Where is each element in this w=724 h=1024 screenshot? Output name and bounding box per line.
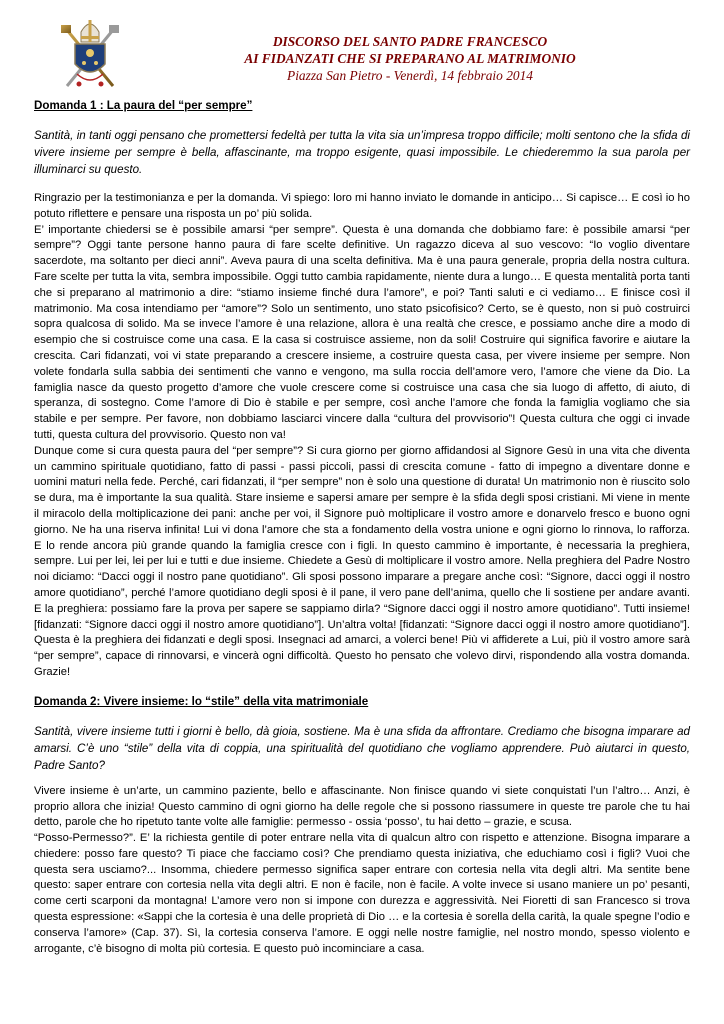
document-header: [190, 33, 630, 84]
section-1-paragraph-2: E’ importante chiedersi se è possibile amarsi “per sempre”. Questa è una domanda che dobbiamo fare: è possibile amarsi “per sempre”? Oggi tante persone hanno paura di fare scelte definitive. Un ragazzo diceva al suo vescovo: “Io voglio diventare sacerdote, ma soltanto per dieci anni”. Aveva paura di una scelta definitiva. Ma è una paura generale, propria della nostra cultura. Fare scelte per tutta la vita, sembra impossibile. Oggi tutto cambia rapidamente, niente dura a lungo… E questa mentalità porta tanti che si preparano al matrimonio a dire: “stiamo insieme finché dura l’amore”, e poi? Tanti saluti e ci vediamo… E finisce così il matrimonio. Ma cosa intendiamo per “amore”? Solo un sentimento, uno stato psicofisico? Certo, se è questo, non si può costruirci sopra qualcosa di solido. Ma se invece l’amore è una relazione, allora è una realtà che cresce, e possiamo anche dire a modo di esempio che si costruisce come una casa. E la casa si costruisce assieme, non da soli! Costruire qui significa favorire e aiutare la crescita. Cari fidanzati, voi vi state preparando a crescere insieme, a costruire questa casa, per vivere insieme per sempre. Non volete fondarla sulla sabbia dei sentimenti che vanno e vengono, ma sulla roccia dell’amore vero, l’amore che viene da Dio. La famiglia nasce da questo progetto d’amore che vuole crescere come si costruisce una casa che sia luogo di affetto, di aiuto, di speranza, di sostegno. Come l’amore di Dio è stabile e per sempre, così anche l’amore che fonda la famiglia vogliamo che sia stabile e per sempre. Per favore, non dobbiamo lasciarci vincere dalla “cultura del provvisorio”! Questa cultura che oggi ci invade tutti, questa cultura del provvisorio. Questo non va!: [34, 223, 690, 441]
section-2-question: Santità, vivere insieme tutti i giorni è bello, dà gioia, sostiene. Ma è una sfida da affrontare. Crediamo che bisogna imparare ad amarsi. C’è uno “stile” della vita di coppia, una spiritualità del quotidiano che vogliamo apprendere. Può aiutarci in questo, Padre Santo?: [34, 724, 690, 772]
section-2-title: Domanda 2: Vivere insieme: lo “stile” della vita matrimoniale: [34, 694, 369, 708]
section-1-paragraph-3: Dunque come si cura questa paura del “per sempre”? Si cura giorno per giorno affidandosi al Signore Gesù in una vita che diventa un cammino spirituale quotidiano, fatto di passi - passi piccoli, passi di crescita comune - fatto di impegno a diventare donne e uomini maturi nella fede. Perché, cari fidanzati, il “per sempre” non è solo una questione di durata! Un matrimonio non è riuscito solo se dura, ma è importante la sua qualità. Stare insieme e sapersi amare per sempre è la sfida degli sposi cristiani. Mi viene in mente il miracolo della moltiplicazione dei pani: anche per voi, il Signore può moltiplicare il vostro amore e donarvelo fresco e buono ogni giorno. Ne ha una riserva infinita! Lui vi dona l’amore che sta a fondamento della vostra unione e ogni giorno lo rinnova, lo rafforza. E lo rende ancora più grande quando la famiglia cresce con i figli. In questo cammino è importante, è necessaria la preghiera, sempre. Lui per lei, lei per lui e tutti e due insieme. Chiedete a Gesù di moltiplicare il vostro amore. Nella preghiera del Padre Nostro noi diciamo: “Dacci oggi il nostro pane quotidiano”. Gli sposi possono imparare a pregare anche così: “Signore, dacci oggi il nostro amore quotidiano”, perché l’amore quotidiano degli sposi è il pane, il vero pane dell’anima, quello che li sostiene per andare avanti. E la preghiera: possiamo fare la prova per sapere se sappiamo dirla? “Signore dacci oggi il nostro amore quotidiano”. Tutti insieme! [fidanzati: “Signore dacci oggi il nostro amore quotidiano”]. Un’altra volta! [fidanzati: “Signore dacci oggi il nostro amore quotidiano”]. Questa è la preghiera dei fidanzati e degli sposi. Insegnaci ad amarci, a volerci bene! Più vi affiderete a Lui, più il vostro amore sarà “per sempre”, capace di rinnovarsi, e vincerà ogni difficoltà. Questo ho pensato che volevo dirvi, rispondendo alla vostra domanda. Grazie!: [34, 444, 690, 678]
papal-coat-of-arms-icon: [53, 12, 127, 92]
section-1-title: Domanda 1 : La paura del “per sempre”: [34, 99, 253, 112]
section-2-paragraph-1: Vivere insieme è un’arte, un cammino paziente, bello e affascinante. Non finisce quando vi siete conquistati l’un l’altro… Anzi, è proprio allora che inizia! Questo cammino di ogni giorno ha delle regole che si possono riassumere in queste tre parole che tu hai detto, parole che ho ripetuto tante volte alle famiglie: permesso - ossia ‘posso’, tu hai detto – grazie, e scusa.: [34, 784, 690, 829]
header-title-line-1: DISCORSO DEL SANTO PADRE FRANCESCO: [272, 34, 548, 49]
section-1-question: Santità, in tanti oggi pensano che promettersi fedeltà per tutta la vita sia un’impresa troppo difficile; molti sentono che la sfida di vivere insieme per sempre è bella, affascinante, ma troppo esigente, quasi impossibile. Le chiederemmo la sua parola per illuminarci su questo.: [34, 129, 690, 176]
section-2-paragraph-2: “Posso-Permesso?”. E’ la richiesta gentile di poter entrare nella vita di qualcun altro con rispetto e attenzione. Bisogna imparare a chiedere: posso fare questo? Ti piace che facciamo così? Che prendiamo questa iniziativa, che educhiamo così i figli? Vuoi che questa sera usciamo?... Insomma, chiedere permesso significa saper entrare con cortesia nella vita degli altri. Ma sentite bene questo: saper entrare con cortesia nella vita degli altri. E non è facile, non è facile. A volte invece si usano maniere un po’ pesanti, come certi scarponi da montagna! L’amore vero non si impone con durezza e aggressività. Nei Fioretti di san Francesco si trova questa espressione: «Sappi che la cortesia è una delle proprietà di Dio … e la cortesia è sorella della carità, la quale spegne l’odio e conserva l’amore» (Cap. 37). Sì, la cortesia conserva l’amore. E oggi nelle nostre famiglie, nel nostro mondo, spesso violento e arrogante, c’è bisogno di molta più cortesia. E questo può incominciare a casa.: [34, 832, 690, 955]
header-title-line-2: AI FIDANZATI CHE SI PREPARANO AL MATRIMONIO: [244, 51, 576, 66]
section-1-paragraph-1: Ringrazio per la testimonianza e per la domanda. Vi spiego: loro mi hanno inviato le domande in anticipo… Si capisce… E così io ho potuto riflettere e pensare una risposta un po’ più solida.: [34, 192, 690, 220]
document-body: [34, 98, 690, 957]
header-place-date: Piazza San Pietro - Venerdì, 14 febbraio 2014: [287, 68, 533, 83]
